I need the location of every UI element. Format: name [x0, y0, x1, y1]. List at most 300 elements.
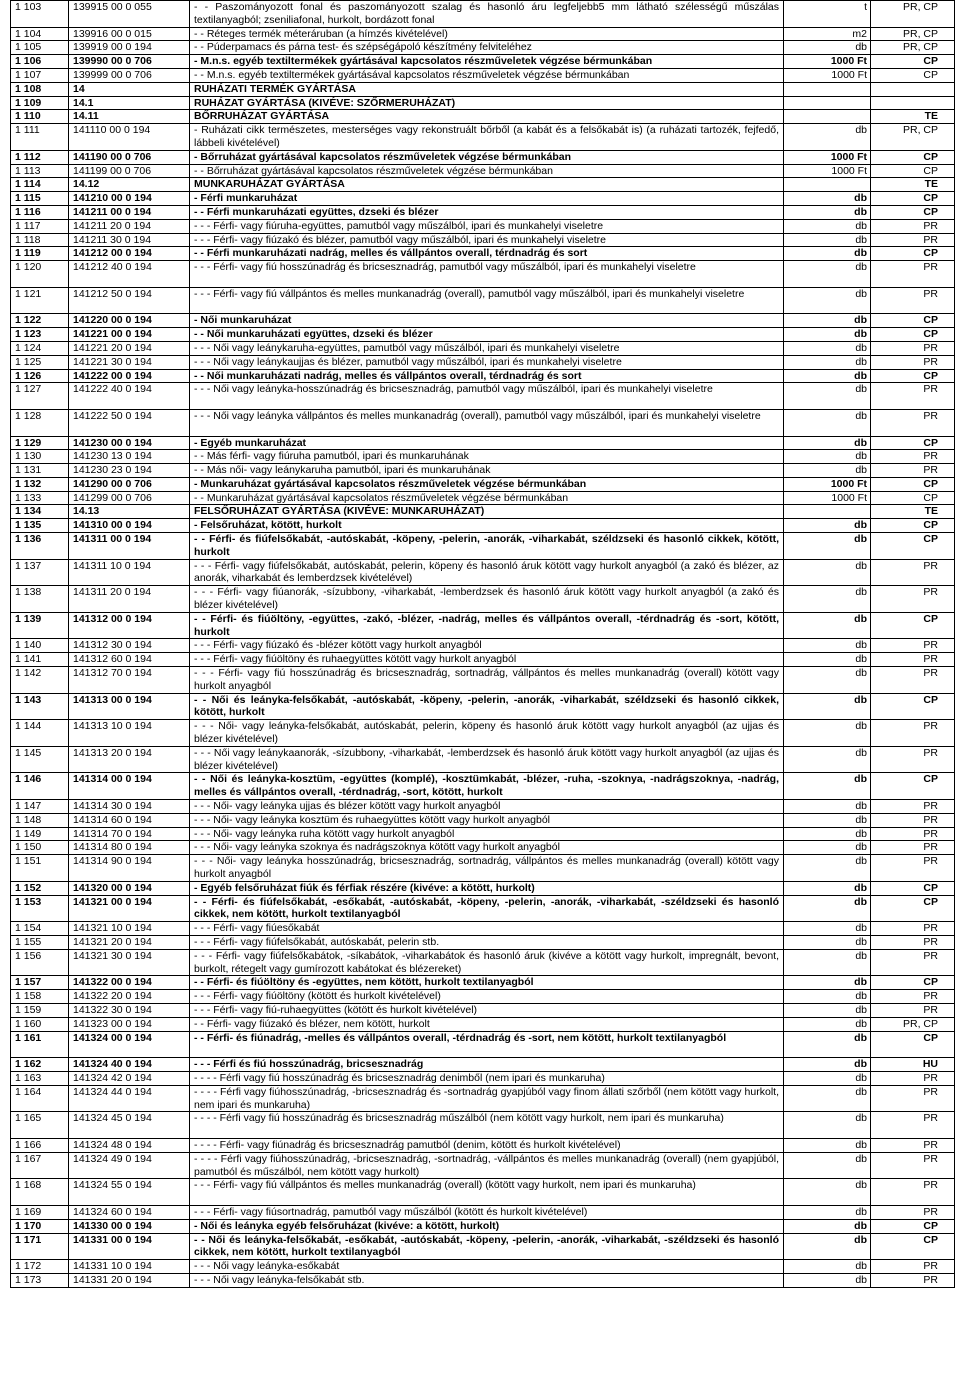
product-code: 141221 30 0 194 [69, 355, 190, 369]
table-row [11, 383, 955, 410]
row-number: 1 111 [11, 124, 69, 151]
survey-category: PR [871, 800, 955, 814]
row-number: 1 142 [11, 667, 69, 694]
table-row [11, 150, 955, 164]
product-description: - - - - Férfi vagy fiú hosszúnadrág és bricsesznadrág műszálból (nem kötött vagy hurkolt, nem ipari és munkaruha) [190, 1112, 784, 1139]
row-number: 1 120 [11, 261, 69, 288]
product-description: RUHÁZAT GYÁRTÁSA (KIVÉVE: SZŐRMERUHÁZAT) [190, 96, 784, 110]
table-row [11, 1233, 955, 1260]
table-row [11, 746, 955, 773]
product-code: 141311 00 0 194 [69, 533, 190, 560]
product-description: - - - Férfi- vagy fiú vállpántos és melles munkanadrág (overall) (kötött vagy hurkolt, nem ipari és munkaruha) [190, 1179, 784, 1206]
unit-of-measure: 1000 Ft [784, 55, 871, 69]
survey-category: PR [871, 990, 955, 1004]
row-number: 1 134 [11, 505, 69, 519]
table-row [11, 1017, 955, 1031]
unit-of-measure: db [784, 1260, 871, 1274]
table-row [11, 976, 955, 990]
product-code: 141321 10 0 194 [69, 922, 190, 936]
product-description: RUHÁZATI TERMÉK GYÁRTÁSA [190, 82, 784, 96]
unit-of-measure: db [784, 922, 871, 936]
row-number: 1 155 [11, 935, 69, 949]
survey-category: PR [871, 1273, 955, 1287]
product-code: 14.1 [69, 96, 190, 110]
unit-of-measure: db [784, 1219, 871, 1233]
survey-category: TE [871, 505, 955, 519]
table-row [11, 1273, 955, 1287]
product-description: - - - Férfi- vagy fiú-ruhaegyüttes (kötött és hurkolt kivételével) [190, 1003, 784, 1017]
unit-of-measure: db [784, 990, 871, 1004]
survey-category: CP [871, 976, 955, 990]
row-number: 1 125 [11, 355, 69, 369]
product-code: 141323 00 0 194 [69, 1017, 190, 1031]
survey-category: PR [871, 1138, 955, 1152]
row-number: 1 148 [11, 813, 69, 827]
product-description: - - - - Férfi vagy fiúhosszúnadrág, -bricsesznadrág és -sortnadrág gyapjúból vagy finom állati szőrből (nem kötött vagy hurkolt, nem ipari és munkaruha) [190, 1085, 784, 1112]
unit-of-measure: db [784, 450, 871, 464]
product-code: 141211 20 0 194 [69, 219, 190, 233]
survey-category: TE [871, 110, 955, 124]
survey-category: PR, CP [871, 124, 955, 151]
product-code: 141190 00 0 706 [69, 150, 190, 164]
row-number: 1 137 [11, 559, 69, 586]
survey-category: PR [871, 653, 955, 667]
product-code: 141320 00 0 194 [69, 881, 190, 895]
row-number: 1 141 [11, 653, 69, 667]
product-description: - - - Női vagy leányka-esőkabát [190, 1260, 784, 1274]
product-description: - - - Férfi- vagy fiúzakó és -blézer kötött vagy hurkolt anyagból [190, 639, 784, 653]
table-row [11, 491, 955, 505]
survey-category: PR [871, 639, 955, 653]
product-description: - Ruházati cikk természetes, mesterséges vagy rekonstruált bőrből (a kabát és a felsőkabát is) (a ruházati tartozék, fejfedő, lábbeli kivételével) [190, 124, 784, 151]
table-row [11, 1219, 955, 1233]
unit-of-measure: db [784, 464, 871, 478]
unit-of-measure: db [784, 519, 871, 533]
row-number: 1 115 [11, 192, 69, 206]
row-number: 1 131 [11, 464, 69, 478]
table-row [11, 612, 955, 639]
survey-category: PR, CP [871, 27, 955, 41]
product-description: - - - Férfi- vagy fiúesőkabát [190, 922, 784, 936]
product-description: - Női munkaruházat [190, 314, 784, 328]
product-code: 141311 10 0 194 [69, 559, 190, 586]
row-number: 1 169 [11, 1205, 69, 1219]
product-code: 141311 20 0 194 [69, 586, 190, 613]
unit-of-measure: db [784, 247, 871, 261]
table-row [11, 287, 955, 314]
table-row [11, 855, 955, 882]
survey-category: CP [871, 247, 955, 261]
survey-category: CP [871, 192, 955, 206]
product-code: 141331 10 0 194 [69, 1260, 190, 1274]
product-code: 139999 00 0 706 [69, 68, 190, 82]
unit-of-measure: db [784, 124, 871, 151]
table-row [11, 219, 955, 233]
table-row [11, 773, 955, 800]
product-code: 141314 00 0 194 [69, 773, 190, 800]
product-description: - - Munkaruházat gyártásával kapcsolatos részműveletek végzése bérmunkában [190, 491, 784, 505]
table-row [11, 827, 955, 841]
unit-of-measure: db [784, 1152, 871, 1179]
unit-of-measure: 1000 Ft [784, 164, 871, 178]
row-number: 1 108 [11, 82, 69, 96]
product-description: - Egyéb munkaruházat [190, 436, 784, 450]
table-row [11, 96, 955, 110]
product-code: 141331 00 0 194 [69, 1233, 190, 1260]
survey-category: PR [871, 720, 955, 747]
row-number: 1 147 [11, 800, 69, 814]
unit-of-measure: db [784, 653, 871, 667]
survey-category: PR [871, 233, 955, 247]
product-description: - - - Női- vagy leányka hosszúnadrág, bricsesznadrág, sortnadrág, vállpántos és melles munkanadrág (overall) kötött vagy hurkolt anyagból [190, 855, 784, 882]
table-row [11, 328, 955, 342]
product-code: 141230 23 0 194 [69, 464, 190, 478]
survey-category: PR [871, 559, 955, 586]
table-row [11, 1260, 955, 1274]
survey-category: HU [871, 1058, 955, 1072]
table-row [11, 1112, 955, 1139]
product-code: 141110 00 0 194 [69, 124, 190, 151]
product-description: - - Férfi munkaruházati nadrág, melles és vállpántos overall, térdnadrág és sort [190, 247, 784, 261]
row-number: 1 114 [11, 178, 69, 192]
product-description: - - - Női- vagy leányka kosztüm és ruhaegyüttes kötött vagy hurkolt anyagból [190, 813, 784, 827]
product-description: - - - Női- vagy leányka-felsőkabát, autóskabát, pelerin, köpeny és hasonló áruk kötött vagy hurkolt anyagból (az ujjas és blézer kivételével) [190, 720, 784, 747]
survey-category: CP [871, 205, 955, 219]
unit-of-measure: db [784, 935, 871, 949]
survey-category: CP [871, 328, 955, 342]
unit-of-measure: db [784, 383, 871, 410]
product-code: 141321 20 0 194 [69, 935, 190, 949]
table-row [11, 990, 955, 1004]
table-row [11, 247, 955, 261]
table-row [11, 922, 955, 936]
unit-of-measure: db [784, 720, 871, 747]
unit-of-measure: db [784, 219, 871, 233]
row-number: 1 151 [11, 855, 69, 882]
survey-category: PR [871, 355, 955, 369]
unit-of-measure: db [784, 841, 871, 855]
product-code: 139915 00 0 055 [69, 1, 190, 28]
unit-of-measure [784, 96, 871, 110]
survey-category: CP [871, 314, 955, 328]
product-description: - - Női és leányka-kosztüm, -együttes (komplé), -kosztümkabát, -blézer, -ruha, -szoknya, -nadrágszoknya, -nadrág, melles és vállpántos overall, -térdnadrág, -sort, kötött, hurkolt [190, 773, 784, 800]
product-description: - - - Férfi- vagy fiúzakó és blézer, pamutból vagy műszálból, ipari és munkahelyi viseletre [190, 233, 784, 247]
survey-category: PR [871, 450, 955, 464]
unit-of-measure: db [784, 1017, 871, 1031]
table-row [11, 27, 955, 41]
unit-of-measure: m2 [784, 27, 871, 41]
product-code: 14.13 [69, 505, 190, 519]
unit-of-measure: db [784, 1058, 871, 1072]
unit-of-measure: db [784, 881, 871, 895]
product-description: - - - Férfi- vagy fiúfelsőkabát, autóskabát, pelerin stb. [190, 935, 784, 949]
unit-of-measure: db [784, 205, 871, 219]
unit-of-measure: db [784, 192, 871, 206]
unit-of-measure: db [784, 895, 871, 922]
product-code: 141324 48 0 194 [69, 1138, 190, 1152]
product-code: 141314 80 0 194 [69, 841, 190, 855]
unit-of-measure: db [784, 949, 871, 976]
product-code: 141331 20 0 194 [69, 1273, 190, 1287]
unit-of-measure: db [784, 612, 871, 639]
row-number: 1 135 [11, 519, 69, 533]
product-code: 141324 44 0 194 [69, 1085, 190, 1112]
survey-category: PR [871, 287, 955, 314]
document-sheet [10, 0, 954, 1288]
row-number: 1 105 [11, 41, 69, 55]
row-number: 1 143 [11, 693, 69, 720]
product-description: - - Férfi- és fiúöltöny és -együttes, nem kötött, hurkolt textilanyagból [190, 976, 784, 990]
product-description: - Egyéb felsőruházat fiúk és férfiak részére (kivéve: a kötött, hurkolt) [190, 881, 784, 895]
table-row [11, 192, 955, 206]
survey-category: PR [871, 383, 955, 410]
survey-category: CP [871, 693, 955, 720]
product-code: 141222 50 0 194 [69, 409, 190, 436]
product-code: 141290 00 0 706 [69, 477, 190, 491]
product-code: 141322 00 0 194 [69, 976, 190, 990]
product-code: 141324 40 0 194 [69, 1058, 190, 1072]
row-number: 1 106 [11, 55, 69, 69]
row-number: 1 168 [11, 1179, 69, 1206]
product-code: 14 [69, 82, 190, 96]
product-code: 139916 00 0 015 [69, 27, 190, 41]
row-number: 1 154 [11, 922, 69, 936]
table-row [11, 124, 955, 151]
survey-category: PR [871, 949, 955, 976]
survey-category: PR [871, 219, 955, 233]
unit-of-measure: db [784, 287, 871, 314]
unit-of-measure [784, 178, 871, 192]
product-description: - - Női munkaruházati együttes, dzseki és blézer [190, 328, 784, 342]
product-description: - - - Női- vagy leányka ujjas és blézer kötött vagy hurkolt anyagból [190, 800, 784, 814]
row-number: 1 139 [11, 612, 69, 639]
unit-of-measure: db [784, 667, 871, 694]
product-code: 141312 30 0 194 [69, 639, 190, 653]
product-code: 141299 00 0 706 [69, 491, 190, 505]
table-row [11, 841, 955, 855]
survey-category: PR [871, 1152, 955, 1179]
survey-category: CP [871, 881, 955, 895]
row-number: 1 113 [11, 164, 69, 178]
row-number: 1 112 [11, 150, 69, 164]
unit-of-measure: db [784, 41, 871, 55]
survey-category: CP [871, 895, 955, 922]
survey-category: PR [871, 1179, 955, 1206]
table-row [11, 800, 955, 814]
table-row [11, 436, 955, 450]
survey-category [871, 96, 955, 110]
product-description: - - - Férfi- vagy fiúruha-együttes, pamutból vagy műszálból, ipari és munkahelyi viseletre [190, 219, 784, 233]
product-code: 141230 00 0 194 [69, 436, 190, 450]
product-code: 141220 00 0 194 [69, 314, 190, 328]
product-code: 141314 60 0 194 [69, 813, 190, 827]
unit-of-measure [784, 505, 871, 519]
unit-of-measure: db [784, 1138, 871, 1152]
table-row [11, 82, 955, 96]
table-row [11, 949, 955, 976]
table-row [11, 55, 955, 69]
row-number: 1 140 [11, 639, 69, 653]
survey-category: CP [871, 55, 955, 69]
row-number: 1 170 [11, 1219, 69, 1233]
product-description: - - Férfi- és fiúfelsőkabát, -autóskabát, -köpeny, -pelerin, -anorák, -viharkabát, széldzseki és hasonló cikkek, kötött, hurkolt [190, 533, 784, 560]
table-row [11, 477, 955, 491]
unit-of-measure: db [784, 773, 871, 800]
table-row [11, 450, 955, 464]
row-number: 1 156 [11, 949, 69, 976]
unit-of-measure: t [784, 1, 871, 28]
survey-category: CP [871, 1233, 955, 1260]
product-code: 141221 00 0 194 [69, 328, 190, 342]
survey-category: PR [871, 341, 955, 355]
product-description: - - - Női- vagy leányka szoknya és nadrágszoknya kötött vagy hurkolt anyagból [190, 841, 784, 855]
product-code: 141212 50 0 194 [69, 287, 190, 314]
row-number: 1 107 [11, 68, 69, 82]
product-description: - - Férfi munkaruházati együttes, dzseki és blézer [190, 205, 784, 219]
survey-category: PR [871, 464, 955, 478]
table-row [11, 505, 955, 519]
row-number: 1 132 [11, 477, 69, 491]
unit-of-measure: db [784, 855, 871, 882]
unit-of-measure: db [784, 586, 871, 613]
product-description: - - - Férfi- vagy fiú vállpántos és melles munkanadrág (overall), pamutból vagy műszálból, ipari és munkahelyi viseletre [190, 287, 784, 314]
row-number: 1 153 [11, 895, 69, 922]
product-description: - - M.n.s. egyéb textiltermékek gyártásával kapcsolatos részműveletek végzése bérmunkában [190, 68, 784, 82]
product-description: - - Női és leányka-felsőkabát, -esőkabát, -autóskabát, -köpeny, -pelerin, -anorák, -viharkabát, -széldzseki és hasonló cikkek, nem kötött, hurkolt textilanyagból [190, 1233, 784, 1260]
product-description: - - - Férfi- vagy fiú hosszúnadrág és bricsesznadrág, sortnadrág, vállpántos és melles munkanadrág (overall) kötött vagy hurkolt anyagból [190, 667, 784, 694]
row-number: 1 117 [11, 219, 69, 233]
survey-category: PR [871, 922, 955, 936]
row-number: 1 158 [11, 990, 69, 1004]
row-number: 1 159 [11, 1003, 69, 1017]
survey-category: PR [871, 746, 955, 773]
row-number: 1 130 [11, 450, 69, 464]
product-description: - - - - Férfi vagy fiúhosszúnadrág, -bricsesznadrág, -sortnadrág, -vállpántos és melles munkanadrág (overall) (nem gyapjúból, pamutból és műszálból, nem kötött vagy hurkolt) [190, 1152, 784, 1179]
product-description: - Férfi munkaruházat [190, 192, 784, 206]
table-row [11, 110, 955, 124]
unit-of-measure: db [784, 1071, 871, 1085]
product-code: 141324 49 0 194 [69, 1152, 190, 1179]
survey-category: PR, CP [871, 1, 955, 28]
survey-category: PR [871, 409, 955, 436]
row-number: 1 145 [11, 746, 69, 773]
table-row [11, 41, 955, 55]
table-row [11, 639, 955, 653]
survey-category: PR [871, 1260, 955, 1274]
table-row [11, 1179, 955, 1206]
row-number: 1 136 [11, 533, 69, 560]
survey-category: CP [871, 477, 955, 491]
product-description: FELSŐRUHÁZAT GYÁRTÁSA (KIVÉVE: MUNKARUHÁZAT) [190, 505, 784, 519]
product-code: 141212 00 0 194 [69, 247, 190, 261]
product-description: - - - Férfi- vagy fiúöltöny (kötött és hurkolt kivételével) [190, 990, 784, 1004]
table-row [11, 813, 955, 827]
unit-of-measure: db [784, 1085, 871, 1112]
row-number: 1 167 [11, 1152, 69, 1179]
table-row [11, 1152, 955, 1179]
unit-of-measure: db [784, 355, 871, 369]
survey-category: CP [871, 612, 955, 639]
row-number: 1 129 [11, 436, 69, 450]
table-row [11, 1085, 955, 1112]
row-number: 1 144 [11, 720, 69, 747]
survey-category: PR [871, 855, 955, 882]
unit-of-measure: db [784, 409, 871, 436]
table-row [11, 1138, 955, 1152]
product-code: 141314 90 0 194 [69, 855, 190, 882]
table-row [11, 1205, 955, 1219]
unit-of-measure: db [784, 233, 871, 247]
survey-category: CP [871, 164, 955, 178]
unit-of-measure: 1000 Ft [784, 68, 871, 82]
product-description: - - - Női vagy leánykaujjas és blézer, pamutból vagy műszálból, ipari és munkahelyi viseletre [190, 355, 784, 369]
product-code: 141321 30 0 194 [69, 949, 190, 976]
unit-of-measure: db [784, 976, 871, 990]
row-number: 1 172 [11, 1260, 69, 1274]
unit-of-measure: db [784, 436, 871, 450]
table-row [11, 653, 955, 667]
unit-of-measure: db [784, 1112, 871, 1139]
product-description: - - Púderpamacs és párna test- és szépségápoló készítmény felviteléhez [190, 41, 784, 55]
product-code: 14.12 [69, 178, 190, 192]
survey-category: CP [871, 1219, 955, 1233]
product-code: 141324 45 0 194 [69, 1112, 190, 1139]
survey-category: CP [871, 68, 955, 82]
unit-of-measure: db [784, 533, 871, 560]
table-row [11, 341, 955, 355]
row-number: 1 165 [11, 1112, 69, 1139]
product-description: - - Női munkaruházati nadrág, melles és vállpántos overall, térdnadrág és sort [190, 369, 784, 383]
product-code: 141210 00 0 194 [69, 192, 190, 206]
survey-category [871, 82, 955, 96]
row-number: 1 163 [11, 1071, 69, 1085]
table-row [11, 68, 955, 82]
product-description: - M.n.s. egyéb textiltermékek gyártásával kapcsolatos részműveletek végzése bérmunkában [190, 55, 784, 69]
product-description: - - - Női vagy leányka-hosszúnadrág és bricsesznadrág, pamutból vagy műszálból, ipari és munkahelyi viseletre [190, 383, 784, 410]
survey-category: PR, CP [871, 41, 955, 55]
row-number: 1 149 [11, 827, 69, 841]
unit-of-measure: db [784, 800, 871, 814]
unit-of-measure: db [784, 1003, 871, 1017]
table-row [11, 1031, 955, 1058]
survey-category: PR [871, 1071, 955, 1085]
survey-category: CP [871, 369, 955, 383]
product-code: 141314 70 0 194 [69, 827, 190, 841]
product-description: - - - Férfi- vagy fiú hosszúnadrág és bricsesznadrág, pamutból vagy műszálból, ipari és munkahelyi viseletre [190, 261, 784, 288]
product-code: 141321 00 0 194 [69, 895, 190, 922]
survey-category: PR [871, 261, 955, 288]
product-code: 141324 55 0 194 [69, 1179, 190, 1206]
product-code: 141211 30 0 194 [69, 233, 190, 247]
table-row [11, 233, 955, 247]
product-description: - - - Férfi és fiú hosszúnadrág, bricsesznadrág [190, 1058, 784, 1072]
unit-of-measure: db [784, 341, 871, 355]
product-description: - - - Férfi- vagy fiúanorák, -sízubbony, -viharkabát, -lemberdzsek és hasonló áruk kötött vagy hurkolt anyagból (a zakó és blézer kivételével) [190, 586, 784, 613]
unit-of-measure: 1000 Ft [784, 477, 871, 491]
product-description: - - Réteges termék méteráruban (a hímzés kivételével) [190, 27, 784, 41]
survey-category: PR [871, 1205, 955, 1219]
product-description: - - - Férfi- vagy fiúfelsőkabátok, -síkabátok, -viharkabátok és hasonló áruk (kivéve a kötött vagy hurkolt, impregnált, bevont, burkolt, rétegelt vagy gumírozott kabátokat és blézereket) [190, 949, 784, 976]
product-description: - - Férfi- és fiúnadrág, -melles és vállpántos overall, -térdnadrág és -sort, nem kötött, hurkolt textilanyagból [190, 1031, 784, 1058]
row-number: 1 122 [11, 314, 69, 328]
product-code: 141310 00 0 194 [69, 519, 190, 533]
product-description: - Bőrruházat gyártásával kapcsolatos részműveletek végzése bérmunkában [190, 150, 784, 164]
product-code: 141222 40 0 194 [69, 383, 190, 410]
table-row [11, 1003, 955, 1017]
product-description: - - - Női vagy leánykaruha-együttes, pamutból vagy műszálból, ipari és munkahelyi viseletre [190, 341, 784, 355]
unit-of-measure: db [784, 369, 871, 383]
table-row [11, 720, 955, 747]
